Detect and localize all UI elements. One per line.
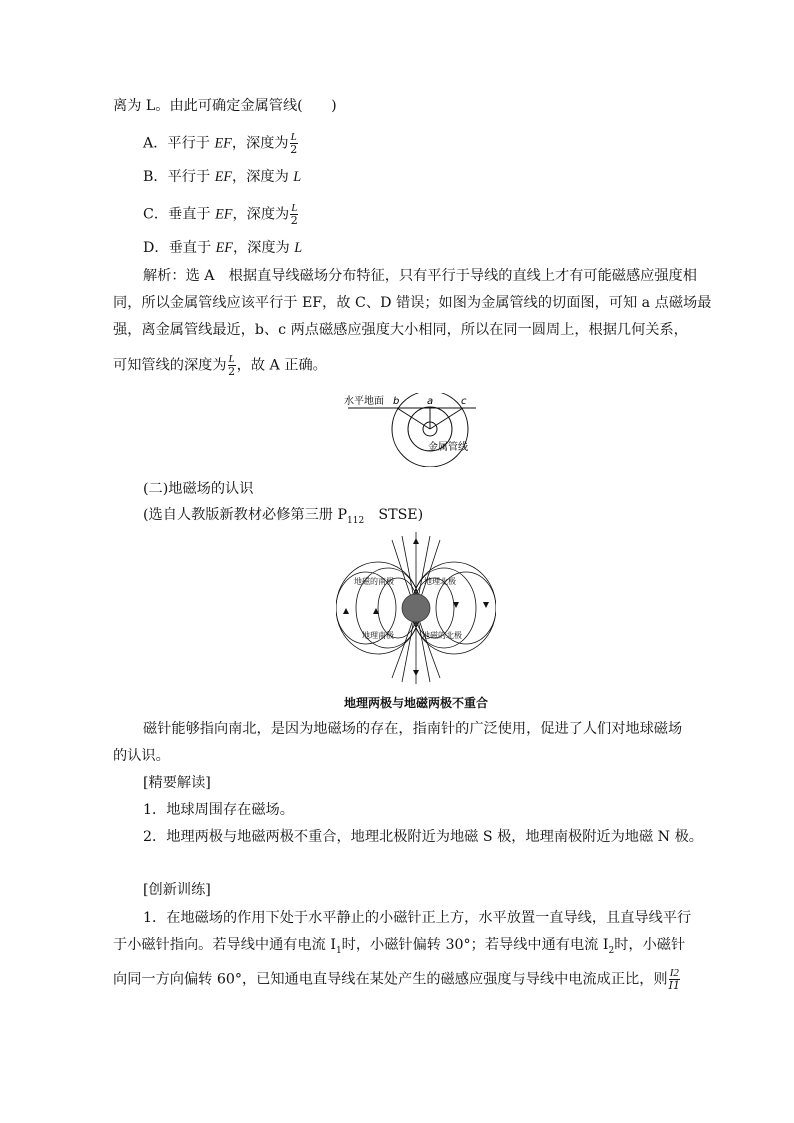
label-geo-south: 地理南极 xyxy=(362,631,394,640)
option-a-mid: ，深度为 xyxy=(231,135,289,152)
point-c-label: c xyxy=(461,396,467,407)
option-c[interactable] xyxy=(143,203,299,226)
option-a-prefix: A．平行于 xyxy=(143,135,215,152)
source-sub: 112 xyxy=(347,515,365,526)
solution-line-1: 解析：选 A 根据直导线磁场分布特征，只有平行于导线的直线上才有可能磁感应强度相 xyxy=(143,268,697,284)
option-b-ef: EF xyxy=(214,169,233,185)
option-c-fraction xyxy=(290,203,298,226)
chuangxin-line-2-mid: 时，小磁针偏转 30°；若导线中通有电流 I xyxy=(341,937,609,953)
chuangxin-line-2 xyxy=(113,935,685,961)
option-b-value: L xyxy=(293,169,302,185)
option-d[interactable] xyxy=(143,238,302,258)
label-geo-north: 地理北极 xyxy=(424,577,456,586)
option-c-ef: EF xyxy=(215,206,233,223)
source-note xyxy=(143,505,423,531)
jingyao-item-1: 1．地球周围存在磁场。 xyxy=(143,802,294,818)
current-sub-2: 2 xyxy=(608,945,615,956)
section-heading: (二)地磁场的认识 xyxy=(143,481,254,497)
current-ratio-fraction xyxy=(669,968,680,991)
option-c-prefix: C．垂直于 xyxy=(143,206,216,223)
jingyao-item-2: 2．地理两极与地磁两极不重合，地理北极附近为地磁 S 极，地理南极附近为地磁 N 极。 xyxy=(143,829,703,845)
chuangxin-line-2-pre: 于小磁针指向。若导线中通有电流 I xyxy=(113,937,336,953)
option-d-ef: EF xyxy=(215,240,233,256)
ground-label: 水平地面 xyxy=(344,396,384,407)
source-post: STSE) xyxy=(364,507,424,523)
source-pre: (选自人教版新教材必修第三册 P xyxy=(143,507,348,523)
ratio-num: I2 xyxy=(669,967,679,979)
para-line-1: 磁针能够指向南北，是因为地磁场的存在，指南针的广泛使用，促进了人们对地球磁场 xyxy=(143,721,683,737)
solution-frac-den: 2 xyxy=(228,365,236,378)
current-sub-1: 1 xyxy=(335,945,342,956)
pipe-cross-section-figure xyxy=(340,393,480,467)
solution-frac-num: L xyxy=(228,353,235,365)
point-a-label: a xyxy=(427,396,434,407)
option-a-fraction xyxy=(290,132,298,155)
solution-line-4-pre: 可知管线的深度为 xyxy=(113,357,227,374)
option-d-mid: ，深度为 xyxy=(232,240,295,256)
solution-line-4-post: ，故 A 正确。 xyxy=(236,357,327,374)
solution-line-3: 强，离金属管线最近，b、c 两点磁感应强度大小相同，所以在同一圆周上，根据几何关系， xyxy=(113,322,688,338)
question-stem-tail: 离为 L。由此可确定金属管线( ) xyxy=(113,98,337,114)
chuangxin-line-3-pre: 向同一方向偏转 60°，已知通电直导线在某处产生的磁感应强度与导线中电流成正比，则 xyxy=(113,971,668,988)
c-line xyxy=(430,408,463,429)
solution-fraction xyxy=(228,354,236,377)
point-b-label: b xyxy=(393,396,400,407)
option-b-prefix: B．平行于 xyxy=(143,169,215,185)
chuangxin-line-3 xyxy=(113,968,681,991)
option-a[interactable] xyxy=(143,132,299,155)
option-b[interactable] xyxy=(143,167,301,187)
option-a-frac-num: L xyxy=(290,131,297,143)
option-b-mid: ，深度为 xyxy=(232,169,294,185)
figure-caption: 地理两极与地磁两极不重合 xyxy=(344,696,489,710)
solution-line-2: 同，所以金属管线应该平行于 EF，故 C、D 错误；如图为金属管线的切面图，可知 a 点磁场最 xyxy=(113,295,712,311)
label-geomag-north: 地磁的北极 xyxy=(422,631,462,640)
jingyao-heading: [精要解读] xyxy=(143,775,211,791)
b-line xyxy=(397,408,430,429)
solution-line-4 xyxy=(113,354,327,377)
para-line-2: 的认识。 xyxy=(113,748,170,764)
earth-magnetic-field-figure xyxy=(336,532,496,692)
option-a-frac-den: 2 xyxy=(290,143,298,156)
earth-globe xyxy=(402,594,430,622)
option-c-frac-den: 2 xyxy=(290,214,298,227)
pipe-label: 金属管线 xyxy=(428,442,468,453)
option-d-prefix: D．垂直于 xyxy=(143,240,216,256)
chuangxin-line-1: 1．在地磁场的作用下处于水平静止的小磁针正上方，水平放置一直导线，且直导线平行 xyxy=(143,910,692,926)
option-c-mid: ，深度为 xyxy=(232,206,290,223)
option-c-frac-num: L xyxy=(291,202,298,214)
option-a-ef: EF xyxy=(214,135,232,152)
option-d-value: L xyxy=(294,240,303,256)
label-geomag-south: 地磁的南极 xyxy=(354,577,394,586)
ratio-den: I1 xyxy=(668,979,680,992)
chuangxin-line-2-post: 时，小磁针 xyxy=(614,937,686,953)
chuangxin-heading: [创新训练] xyxy=(143,882,211,898)
